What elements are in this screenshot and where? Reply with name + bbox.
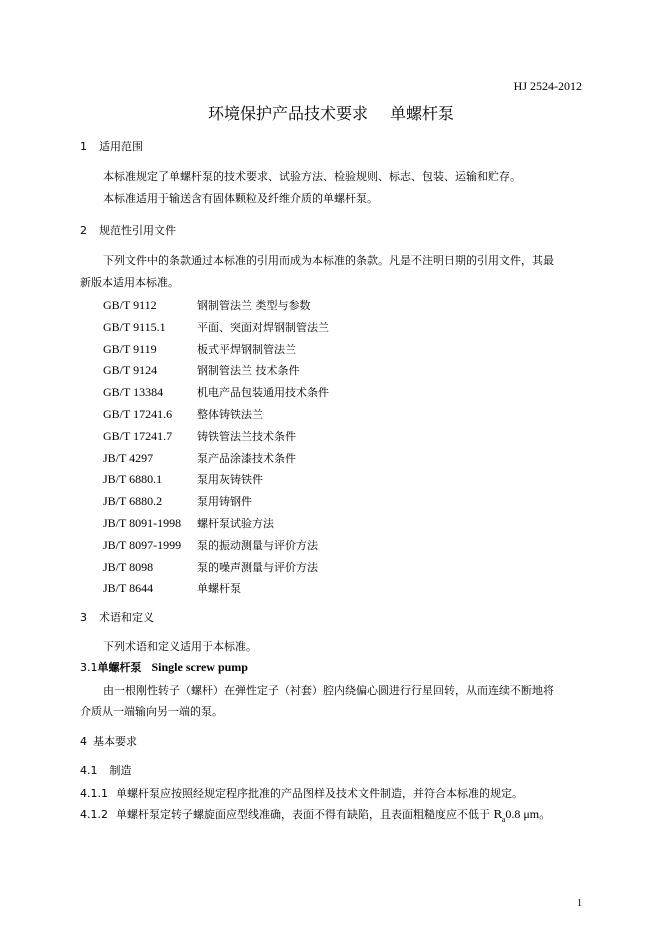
title-main: 环境保护产品技术要求 bbox=[207, 104, 368, 123]
reference-code: GB/T 17241.6 bbox=[103, 407, 173, 421]
reference-item bbox=[103, 294, 311, 313]
reference-code: JB/T 8091-1998 bbox=[103, 516, 182, 530]
term-english: Single screw pump bbox=[151, 660, 248, 674]
reference-code: JB/T 6880.1 bbox=[103, 472, 163, 487]
reference-title: 钢制管法兰 类型与参数 bbox=[197, 299, 311, 312]
reference-item bbox=[103, 577, 241, 596]
reference-code: GB/T 9115.1 bbox=[103, 319, 166, 334]
reference-item bbox=[103, 338, 296, 357]
section-3-para: 下列术语和定义适用于本标准。 bbox=[103, 640, 257, 653]
reference-item bbox=[103, 534, 318, 553]
section-2-heading: 2 规范性引用文件 bbox=[80, 224, 176, 237]
section-3-heading: 3 术语和定义 bbox=[80, 611, 154, 624]
reference-title: 泵产品涂漆技术条件 bbox=[197, 451, 296, 465]
reference-code: GB/T 17241.7 bbox=[103, 428, 173, 443]
reference-code: JB/T 4297 bbox=[103, 450, 154, 465]
reference-code: GB/T 13384 bbox=[103, 385, 164, 400]
reference-code: JB/T 8644 bbox=[103, 581, 154, 596]
term-chinese: 单螺杆泵 bbox=[97, 661, 142, 674]
reference-title: 板式平焊钢制管法兰 bbox=[197, 342, 296, 356]
section-2-para-line-2: 新版本适用本标准。 bbox=[80, 276, 179, 289]
section-2-para-line-1: 下列文件中的条款通过本标准的引用而成为本标准的条款。凡是不注明日期的引用文件，其最 bbox=[103, 254, 554, 267]
section-4-1-heading: 4.1 制造 bbox=[80, 764, 132, 777]
reference-code: GB/T 9119 bbox=[103, 341, 157, 356]
section-1-heading: 1 适用范围 bbox=[80, 140, 143, 153]
reference-item bbox=[103, 447, 296, 466]
reference-item bbox=[103, 381, 329, 400]
reference-title: 机电产品包装通用技术条件 bbox=[197, 386, 329, 400]
section-4-heading: 4 基本要求 bbox=[80, 735, 137, 748]
term-definition-line-1: 由一根刚性转子（螺杆）在弹性定子（衬套）腔内绕偏心圆进行行星回转，从而连续不断地将 bbox=[103, 684, 554, 697]
clause-4-1-1 bbox=[80, 782, 523, 801]
page-title bbox=[0, 101, 662, 124]
reference-title: 钢制管法兰 技术条件 bbox=[197, 364, 300, 378]
roughness-subscript: a bbox=[501, 815, 506, 825]
reference-title: 整体铸铁法兰 bbox=[197, 408, 263, 421]
clause-4-1-2 bbox=[80, 803, 551, 824]
clause-number: 4.1.2 bbox=[80, 808, 108, 821]
title-sub: 单螺杆泵 bbox=[390, 104, 455, 123]
reference-item bbox=[103, 425, 296, 444]
roughness-value: 0.8 μm。 bbox=[505, 807, 552, 821]
reference-title: 平面、突面对焊钢制管法兰 bbox=[197, 320, 329, 334]
reference-item bbox=[103, 512, 274, 531]
reference-item bbox=[103, 468, 263, 487]
reference-title: 泵的振动测量与评价方法 bbox=[197, 538, 318, 552]
reference-code: GB/T 9112 bbox=[103, 298, 157, 312]
reference-code: JB/T 6880.2 bbox=[103, 494, 163, 509]
reference-title: 铸铁管法兰技术条件 bbox=[197, 429, 296, 443]
reference-item bbox=[103, 403, 263, 422]
reference-title: 泵用铸钢件 bbox=[197, 495, 252, 509]
clause-number: 4.1.1 bbox=[80, 787, 108, 800]
reference-code: JB/T 8098 bbox=[103, 559, 154, 574]
reference-code: GB/T 9124 bbox=[103, 363, 158, 378]
standard-number: HJ 2524-2012 bbox=[513, 79, 582, 93]
reference-item bbox=[103, 490, 252, 509]
section-1-para-1: 本标准规定了单螺杆泵的技术要求、试验方法、检验规则、标志、包装、运输和贮存。 bbox=[103, 170, 521, 183]
reference-title: 螺杆泵试验方法 bbox=[197, 517, 274, 530]
term-definition-line-2: 介质从一端输向另一端的泵。 bbox=[80, 705, 223, 718]
page-number: 1 bbox=[577, 898, 582, 909]
reference-code: JB/T 8097-1999 bbox=[103, 537, 182, 552]
clause-text: 单螺杆泵定转子螺旋面应型线准确，表面不得有缺陷，且表面粗糙度应不低于 R bbox=[116, 808, 502, 821]
reference-item bbox=[103, 556, 318, 575]
clause-text: 单螺杆泵应按照经规定程序批准的产品图样及技术文件制造，并符合本标准的规定。 bbox=[116, 787, 523, 800]
reference-title: 泵的噪声测量与评价方法 bbox=[197, 560, 318, 574]
reference-title: 泵用灰铸铁件 bbox=[197, 473, 263, 487]
term-3-1 bbox=[80, 656, 248, 675]
reference-item bbox=[103, 359, 300, 378]
reference-item bbox=[103, 316, 329, 335]
term-number: 3.1 bbox=[80, 661, 98, 674]
section-1-para-2: 本标准适用于输送含有固体颗粒及纤维介质的单螺杆泵。 bbox=[103, 192, 378, 205]
reference-title: 单螺杆泵 bbox=[197, 582, 241, 596]
